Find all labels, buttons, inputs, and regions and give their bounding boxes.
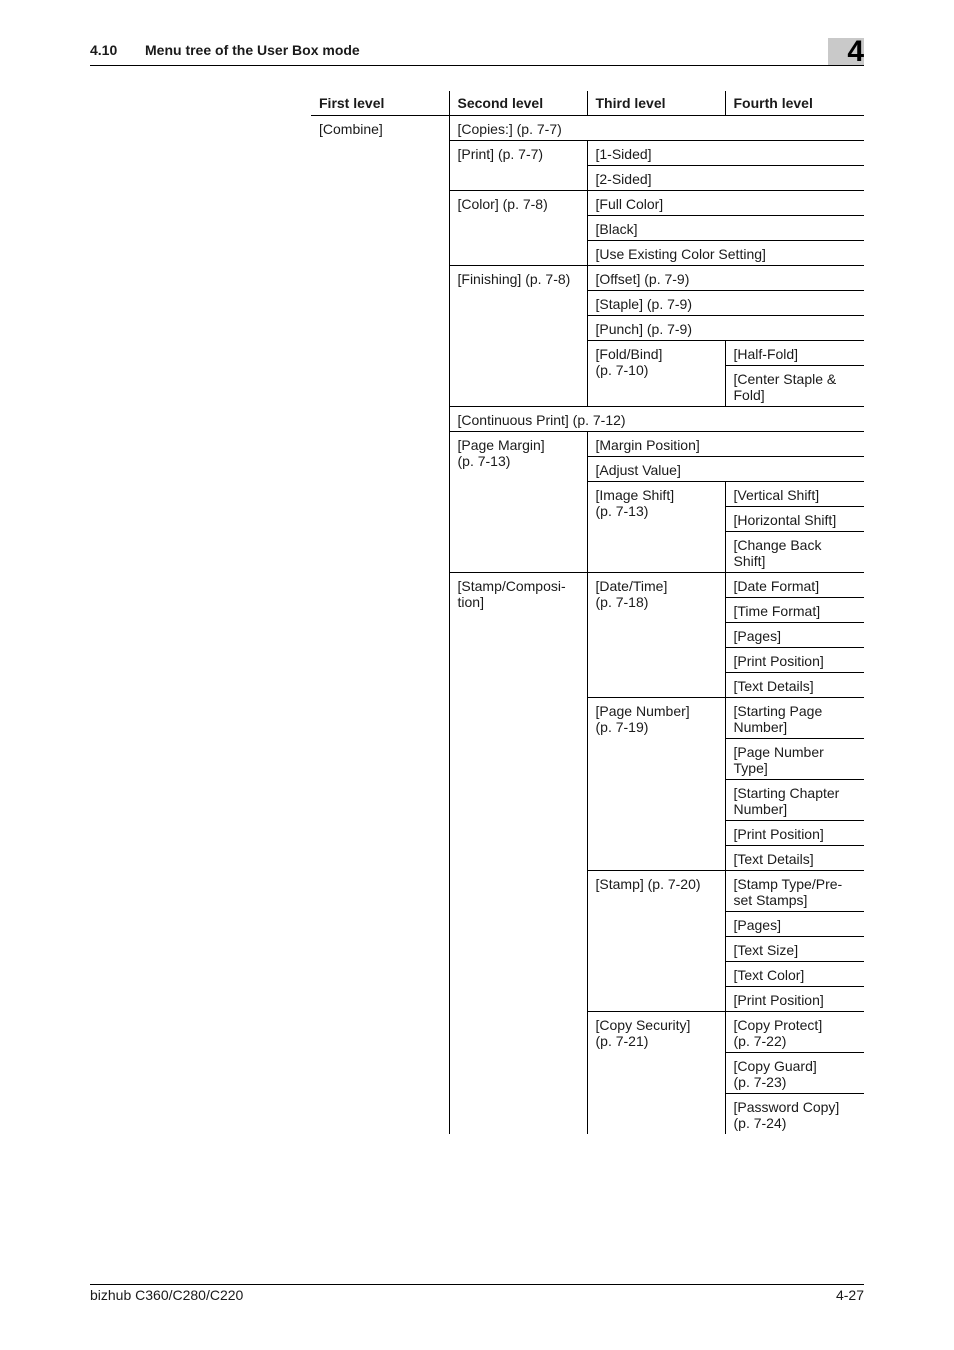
- cell-line: [Copy Protect]: [733, 1017, 823, 1033]
- table-cell: [449, 573, 587, 1135]
- header-rule: [90, 65, 864, 66]
- table-cell: [Time Format]: [725, 598, 864, 623]
- table-cell: [Print] (p. 7-7): [449, 141, 587, 191]
- table-cell: [587, 341, 725, 407]
- cell-line: [Page Margin]: [457, 437, 545, 453]
- cell-line: (p. 7-13): [457, 453, 511, 469]
- table-cell: [Print Position]: [725, 648, 864, 673]
- cell-line: [Date/Time]: [595, 578, 668, 594]
- table-cell: [Vertical Shift]: [725, 482, 864, 507]
- table-cell: [Text Color]: [725, 962, 864, 987]
- table-cell: [Staple] (p. 7-9): [587, 291, 864, 316]
- footer-page-number: 4-27: [835, 1287, 864, 1303]
- cell-line: [Starting Chapter: [733, 785, 840, 801]
- first-level-cell: [Combine]: [319, 121, 383, 137]
- table-cell: [Use Existing Color Setting]: [587, 241, 864, 266]
- cell-line: (p. 7-13): [595, 503, 649, 519]
- table-cell: [Continuous Print] (p. 7-12): [449, 407, 864, 432]
- cell-line: [Center Staple &: [733, 371, 837, 387]
- table-cell: [725, 739, 864, 780]
- column-header: Fourth level: [725, 91, 864, 116]
- menu-tree-table: [311, 91, 864, 1134]
- table-cell: [725, 871, 864, 912]
- footer-rule: [90, 1284, 864, 1285]
- table-cell: [Horizontal Shift]: [725, 507, 864, 532]
- table-cell: [Black]: [587, 216, 864, 241]
- cell-line: (p. 7-23): [733, 1074, 787, 1090]
- table-cell: [Color] (p. 7-8): [449, 191, 587, 266]
- table-cell: [Punch] (p. 7-9): [587, 316, 864, 341]
- table-cell: [Adjust Value]: [587, 457, 864, 482]
- table-header-row: [311, 91, 864, 116]
- cell-line: [Starting Page: [733, 703, 823, 719]
- cell-line: (p. 7-10): [595, 362, 649, 378]
- cell-line: set Stamps]: [733, 892, 808, 908]
- cell-line: [Page Number]: [595, 703, 690, 719]
- cell-line: Number]: [733, 801, 788, 817]
- table-cell: [Text Details]: [725, 673, 864, 698]
- table-cell: [587, 573, 725, 698]
- column-header: First level: [311, 91, 449, 116]
- table-cell: [Copies:] (p. 7-7): [449, 116, 864, 141]
- chapter-number: 4: [847, 35, 864, 68]
- cell-line: [Stamp/Composi-: [457, 578, 566, 594]
- cell-line: [Password Copy]: [733, 1099, 840, 1115]
- cell-line: [Page Number: [733, 744, 824, 760]
- cell-line: [Change Back: [733, 537, 822, 553]
- table-cell: [Text Details]: [725, 846, 864, 871]
- cell-line: [Fold/Bind]: [595, 346, 663, 362]
- cell-line: (p. 7-19): [595, 719, 649, 735]
- table-cell: [725, 1012, 864, 1053]
- section-header: [90, 42, 360, 58]
- table-cell: [725, 698, 864, 739]
- cell-line: Fold]: [733, 387, 765, 403]
- cell-line: Type]: [733, 760, 768, 776]
- table-cell: [725, 366, 864, 407]
- section-title: Menu tree of the User Box mode: [145, 42, 360, 58]
- table-cell: [Offset] (p. 7-9): [587, 266, 864, 291]
- table-cell: [449, 432, 587, 573]
- cell-line: [Stamp Type/Pre-: [733, 876, 843, 892]
- table-cell: [Text Size]: [725, 937, 864, 962]
- section-number: 4.10: [90, 42, 118, 58]
- cell-line: Number]: [733, 719, 788, 735]
- cell-line: (p. 7-21): [595, 1033, 649, 1049]
- table-cell: [725, 532, 864, 573]
- cell-line: (p. 7-24): [733, 1115, 787, 1131]
- table-cell: [Stamp] (p. 7-20): [587, 871, 725, 1012]
- cell-line: [Image Shift]: [595, 487, 675, 503]
- cell-line: Shift]: [733, 553, 766, 569]
- footer-model: bizhub C360/C280/C220: [90, 1287, 244, 1303]
- table-row: [311, 116, 864, 141]
- table-cell: [Print Position]: [725, 821, 864, 846]
- table-cell: [725, 780, 864, 821]
- cell-line: (p. 7-22): [733, 1033, 787, 1049]
- table-cell: [2-Sided]: [587, 166, 864, 191]
- table-cell: [Half-Fold]: [725, 341, 864, 366]
- table-cell: [587, 1012, 725, 1135]
- table-cell: [Pages]: [725, 912, 864, 937]
- cell-line: [Copy Security]: [595, 1017, 691, 1033]
- table-cell: [Pages]: [725, 623, 864, 648]
- column-header: Second level: [449, 91, 587, 116]
- table-cell: [Print Position]: [725, 987, 864, 1012]
- cell-line: (p. 7-18): [595, 594, 649, 610]
- table-cell: [725, 1094, 864, 1135]
- table-cell: [Full Color]: [587, 191, 864, 216]
- table-cell: [Date Format]: [725, 573, 864, 598]
- table-cell: [587, 482, 725, 573]
- cell-line: tion]: [457, 594, 484, 610]
- table-cell: [587, 698, 725, 871]
- table-cell: [Finishing] (p. 7-8): [449, 266, 587, 407]
- table-cell: [1-Sided]: [587, 141, 864, 166]
- table-cell: [725, 1053, 864, 1094]
- table-cell: [Margin Position]: [587, 432, 864, 457]
- column-header: Third level: [587, 91, 725, 116]
- cell-line: [Copy Guard]: [733, 1058, 817, 1074]
